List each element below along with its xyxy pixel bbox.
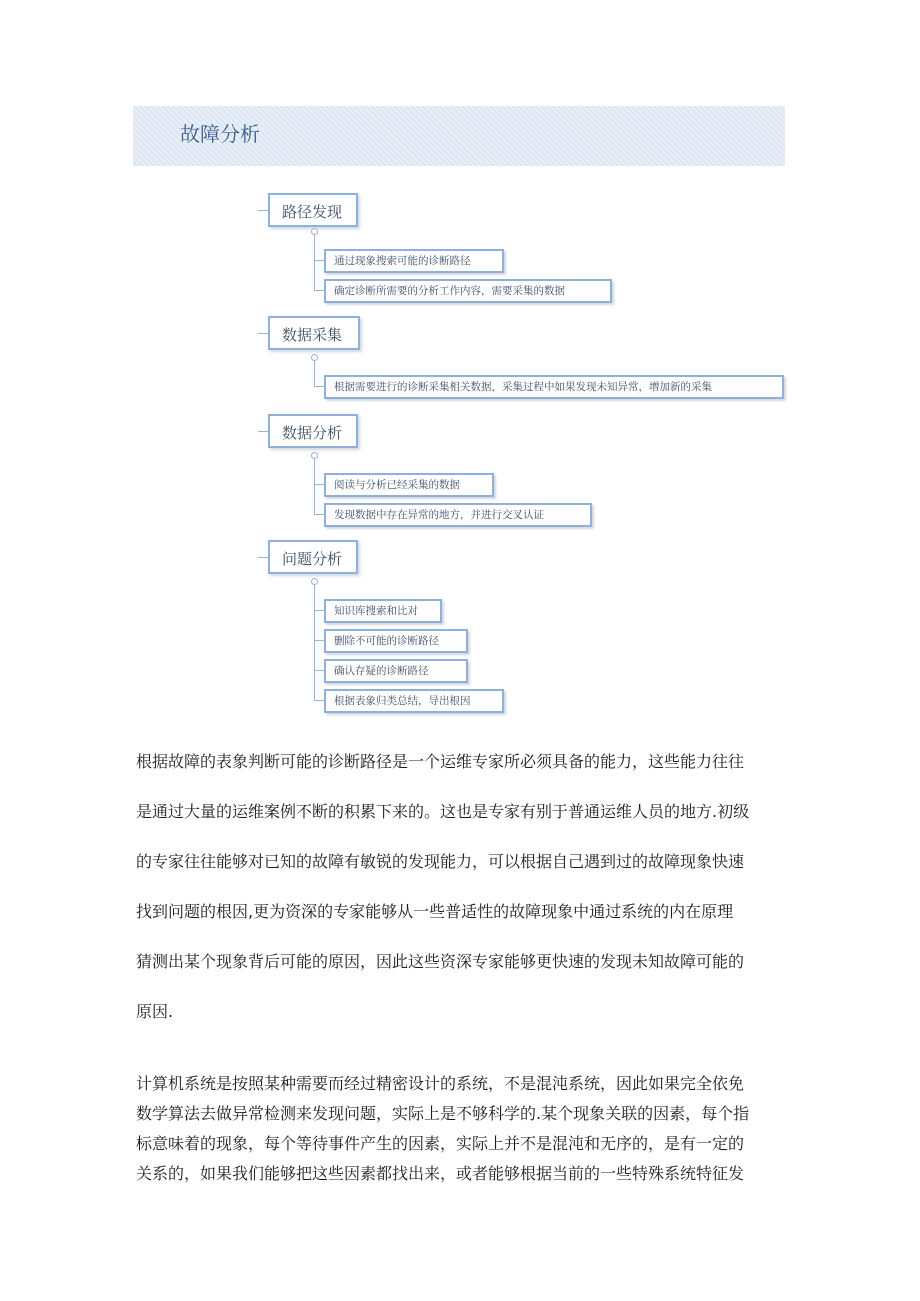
leaf-item-label: 根据需要进行的诊断采集相关数据，采集过程中如果发现未知异常，增加新的采集: [334, 381, 712, 393]
leaf-item-label: 知识库搜索和比对: [334, 605, 418, 617]
category-label: 路径发现: [282, 203, 343, 221]
leaf-item-label: 根据表象归类总结，导出根因: [334, 695, 471, 707]
category-label: 数据采集: [282, 326, 343, 344]
collapse-toggle-icon[interactable]: [311, 228, 318, 235]
category-path-discovery: [268, 193, 358, 227]
leaf-item: [324, 503, 592, 527]
body-paragraph-2: [136, 1070, 786, 1190]
leaf-item-label: 删除不可能的诊断路径: [334, 635, 439, 647]
connector: [258, 557, 268, 558]
leaf-item: [324, 249, 504, 273]
connector: [314, 386, 324, 387]
connector: [314, 700, 324, 701]
collapse-toggle-icon[interactable]: [311, 452, 318, 459]
leaf-item-label: 确认存疑的诊断路径: [334, 665, 429, 677]
connector: [314, 514, 324, 515]
leaf-item-label: 通过现象搜索可能的诊断路径: [334, 255, 471, 267]
connector: [314, 361, 315, 386]
text-line: 原因.: [136, 1002, 174, 1021]
text-line: 的专家往往能够对已知的故障有敏锐的发现能力，可以根据自己遇到过的故障现象快速: [136, 852, 745, 871]
leaf-item: [324, 689, 504, 713]
leaf-item: [324, 659, 468, 683]
text-line: 猜测出某个现象背后可能的原因，因此这些资深专家能够更快速的发现未知故障可能的: [136, 952, 745, 971]
connector: [314, 585, 315, 700]
section-title-bar: [133, 106, 785, 166]
leaf-item-label: 阅读与分析已经采集的数据: [334, 479, 460, 491]
connector: [314, 260, 324, 261]
section-title: 故障分析: [180, 122, 260, 146]
connector: [314, 640, 324, 641]
leaf-item-label: 确定诊断所需要的分析工作内容，需要采集的数据: [334, 285, 565, 297]
connector: [314, 484, 324, 485]
leaf-item: [324, 599, 442, 623]
text-line: 是通过大量的运维案例不断的积累下来的。这也是专家有别于普通运维人员的地方.初级: [136, 802, 750, 821]
connector: [258, 333, 268, 334]
connector: [314, 610, 324, 611]
connector: [314, 459, 315, 514]
category-data-analysis: [268, 414, 358, 448]
leaf-item: [324, 629, 468, 653]
connector: [314, 290, 324, 291]
category-problem-analysis: [268, 540, 358, 574]
category-label: 问题分析: [282, 550, 343, 568]
text-line: 找到问题的根因,更为资深的专家能够从一些普适性的故障现象中通过系统的内在原理: [136, 902, 734, 921]
collapse-toggle-icon[interactable]: [311, 354, 318, 361]
leaf-item-label: 发现数据中存在异常的地方，并进行交叉认证: [334, 509, 544, 521]
connector: [258, 210, 268, 211]
text-line: 关系的，如果我们能够把这些因素都找出来，或者能够根据当前的一些特殊系统特征发: [136, 1164, 745, 1183]
collapse-toggle-icon[interactable]: [311, 578, 318, 585]
text-line: 根据故障的表象判断可能的诊断路径是一个运维专家所必须具备的能力，这些能力往往: [136, 752, 745, 771]
text-line: 标意味着的现象，每个等待事件产生的因素，实际上并不是混沌和无序的，是有一定的: [136, 1134, 745, 1153]
category-data-collection: [268, 316, 360, 350]
connector: [314, 235, 315, 290]
connector: [258, 431, 268, 432]
leaf-item: [324, 279, 612, 303]
text-line: 数学算法去做异常检测来发现问题，实际上是不够科学的.某个现象关联的因素，每个指: [136, 1104, 750, 1123]
category-label: 数据分析: [282, 424, 343, 442]
text-line: 计算机系统是按照某种需要而经过精密设计的系统，不是混沌系统，因此如果完全依免: [136, 1074, 745, 1093]
body-paragraph-1: [136, 748, 786, 1048]
leaf-item: [324, 473, 494, 497]
leaf-item: [324, 375, 784, 399]
connector: [314, 670, 324, 671]
